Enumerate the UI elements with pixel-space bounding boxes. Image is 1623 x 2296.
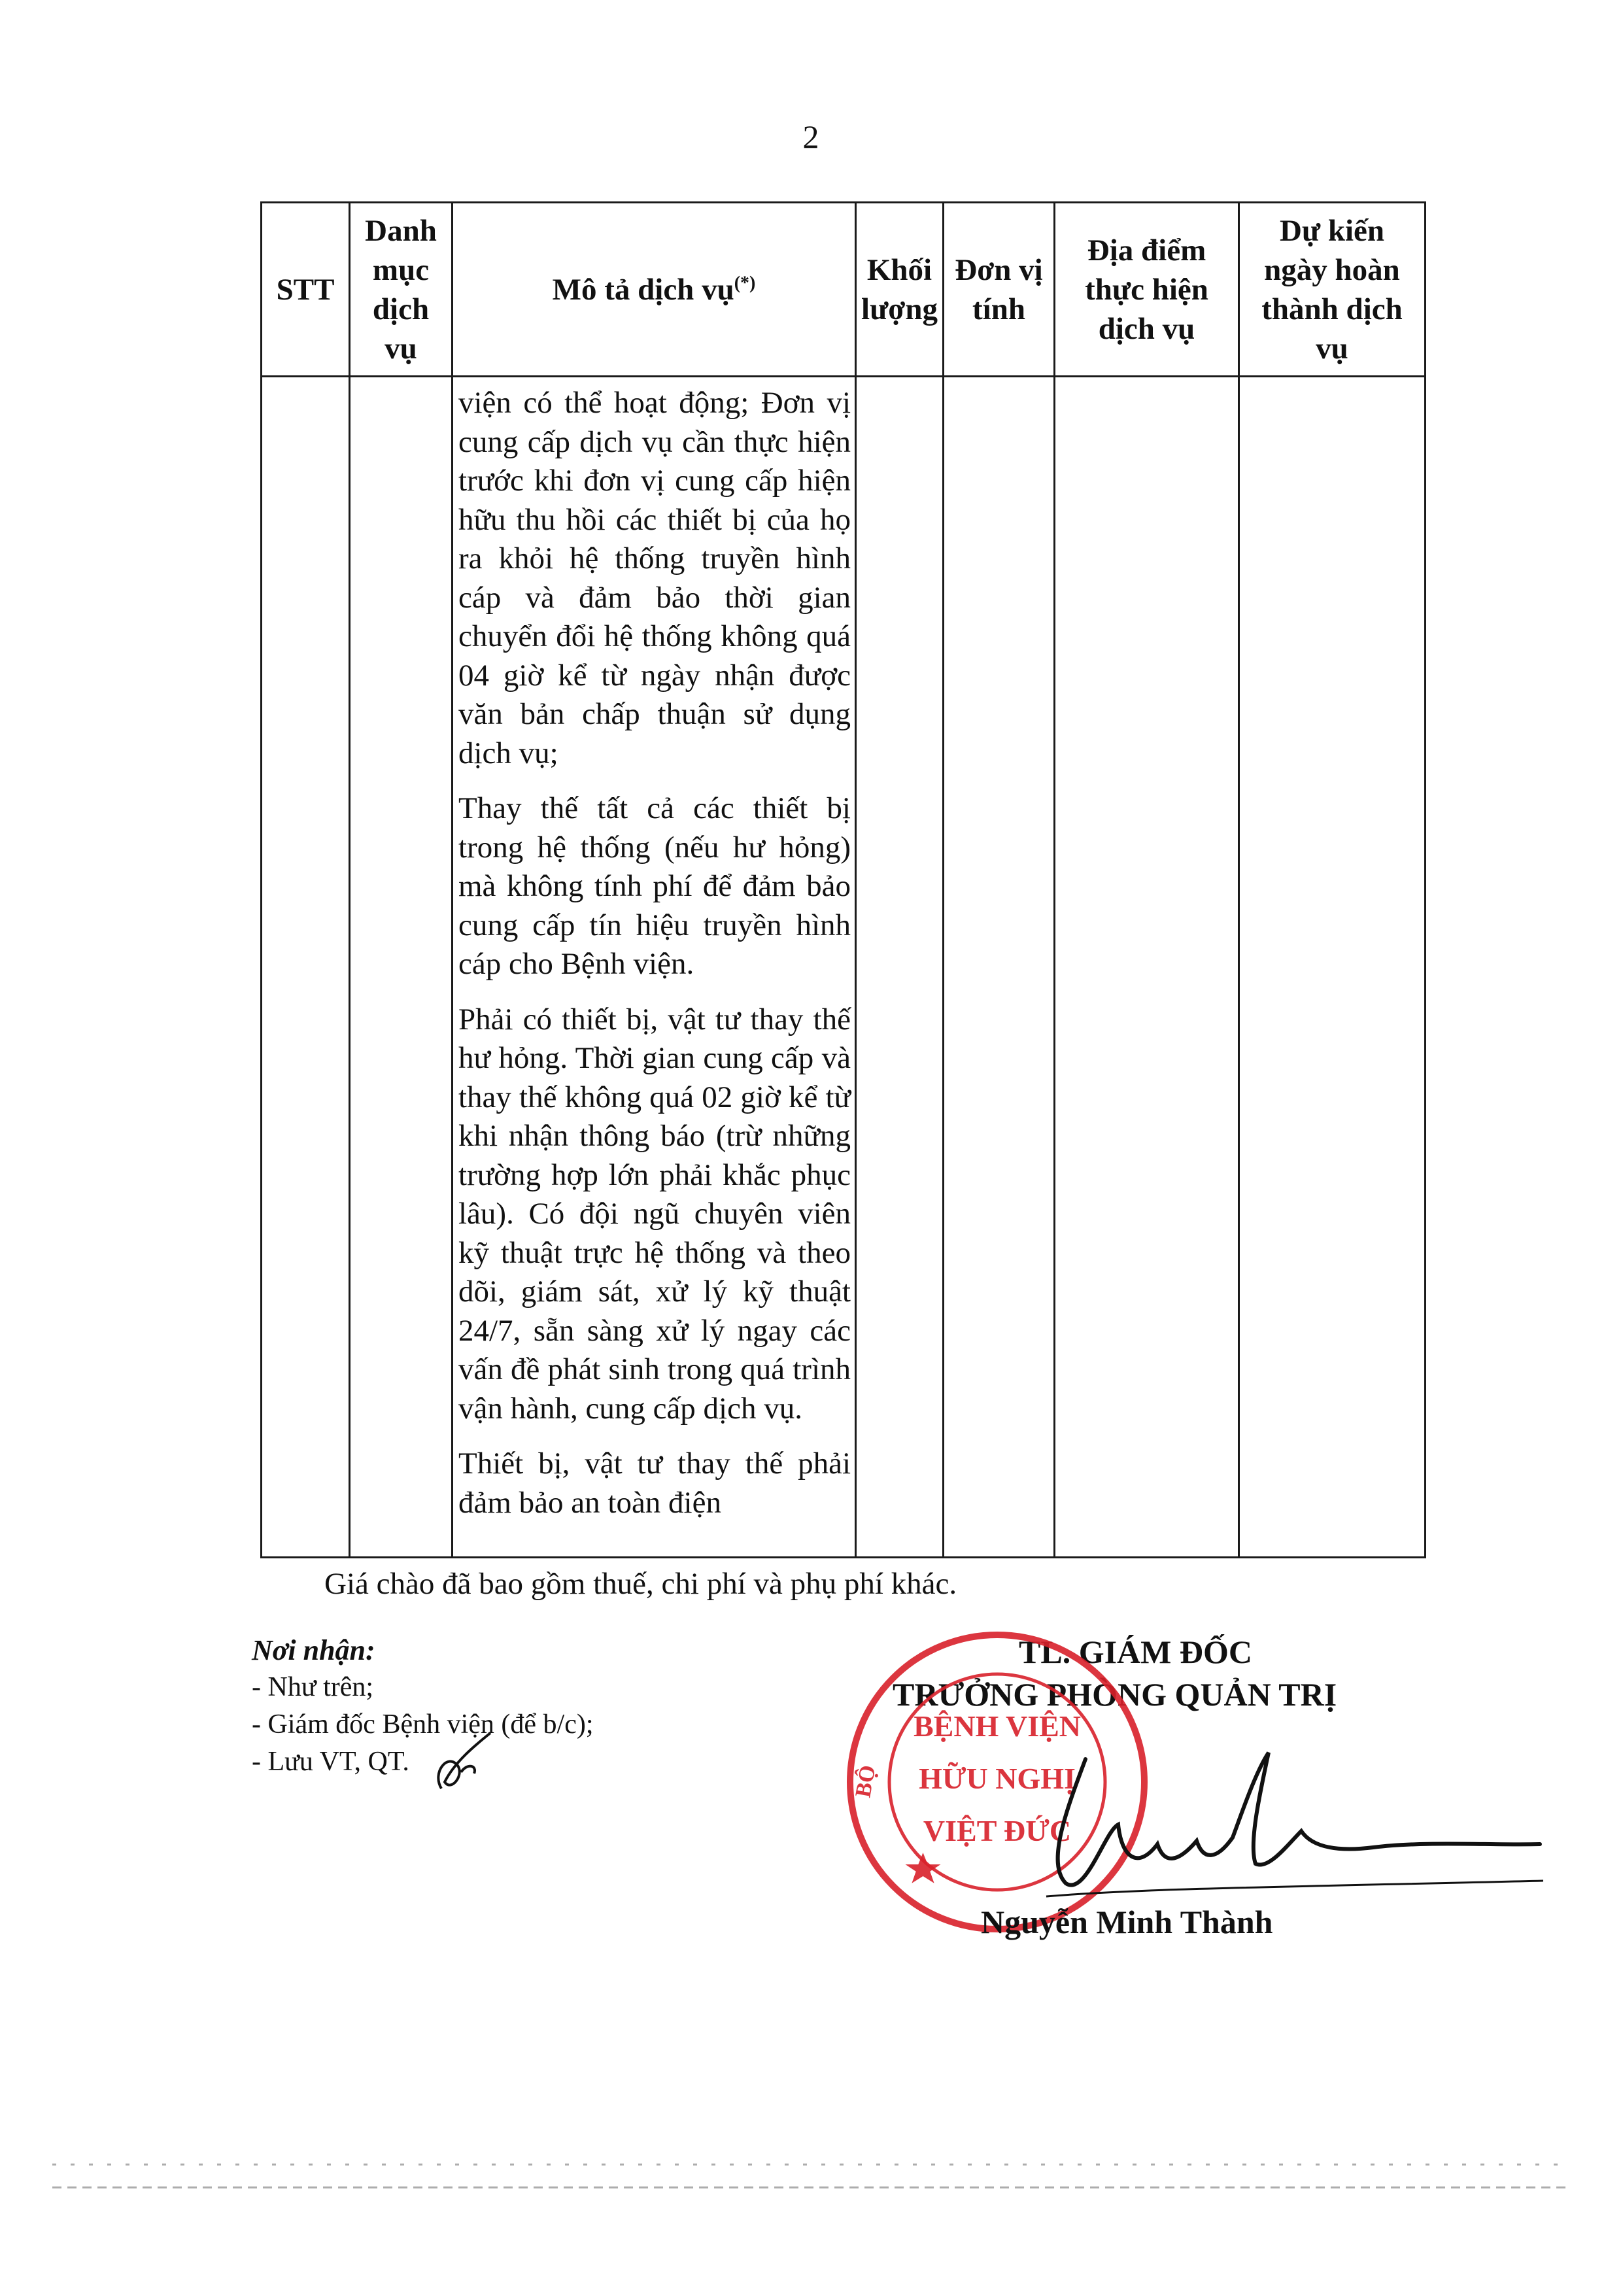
signer-name: Nguyễn Minh Thành xyxy=(981,1904,1273,1940)
header-completion xyxy=(1239,203,1426,377)
price-note: Giá chào đã bao gồm thuế, chi phí và phụ phí khác. xyxy=(324,1567,957,1601)
header-completion-line: Dự kiến xyxy=(1279,213,1385,248)
seal-line: HỮU NGHỊ xyxy=(919,1762,1076,1795)
header-category-line: dịch xyxy=(372,292,430,326)
header-category-line: mục xyxy=(372,252,430,287)
recipient-item: - Như trên; xyxy=(252,1672,374,1702)
header-unit xyxy=(944,203,1055,377)
cell-stt xyxy=(262,377,350,1558)
recipient-item: - Lưu VT, QT. xyxy=(252,1747,409,1777)
recipients-title: Nơi nhận: xyxy=(252,1634,375,1666)
seal-line: VIỆT ĐỨC xyxy=(923,1814,1072,1847)
recipient-item: - Giám đốc Bệnh viện (để b/c); xyxy=(252,1709,594,1739)
service-table xyxy=(260,201,1426,1558)
header-location-line: thực hiện xyxy=(1085,272,1208,307)
cell-location xyxy=(1055,377,1239,1558)
header-location-line: Địa điểm xyxy=(1087,233,1206,267)
header-description-sup: (*) xyxy=(734,272,756,293)
header-description-text: Mô tả dịch vụ xyxy=(552,272,734,307)
seal-line: BỆNH VIỆN xyxy=(913,1709,1082,1743)
header-category xyxy=(350,203,453,377)
header-quantity-line: lượng xyxy=(861,292,938,326)
page-number: 2 xyxy=(802,118,819,155)
header-category-line: Danh xyxy=(365,213,437,248)
cell-category xyxy=(350,377,453,1558)
table-row xyxy=(262,377,1426,1558)
scan-artifact-line xyxy=(52,2151,1569,2204)
initials-mark xyxy=(428,1726,507,1805)
header-completion-line: ngày hoàn xyxy=(1264,252,1400,287)
signer-title-line1: TL. GIÁM ĐỐC xyxy=(1019,1634,1252,1670)
header-location xyxy=(1055,203,1239,377)
header-quantity-line: Khối xyxy=(866,252,932,287)
cell-quantity xyxy=(856,377,944,1558)
header-description xyxy=(453,203,856,377)
header-stt: STT xyxy=(262,203,350,377)
header-unit-line: tính xyxy=(972,292,1025,326)
header-completion-line: vụ xyxy=(1316,331,1348,366)
handwritten-signature xyxy=(1007,1733,1543,1929)
recipients-block xyxy=(252,1632,594,1781)
signer-title-line2: TRƯỞNG PHÒNG QUẢN TRỊ xyxy=(893,1676,1337,1713)
seal-edge-mark: BỘ xyxy=(851,1763,881,1800)
cell-description xyxy=(453,377,856,1558)
description-paragraph: viện có thể hoạt động; Đơn vị cung cấp dịch vụ cần thực hiện trước khi đơn vị cung cấp hiện hữu thu hồi các thiết bị của họ ra khỏi hệ thống truyền hình cáp và đảm bảo thời gian chuyển đổi hệ thống không quá 04 giờ kể từ ngày nhận được văn bản chấp thuận sử dụng dịch vụ; xyxy=(458,386,851,770)
description-paragraph: Phải có thiết bị, vật tư thay thế hư hỏng. Thời gian cung cấp và thay thế không quá 02 giờ kể từ khi nhận thông báo (trừ những trường hợp lớn phải khắc phục lâu). Có đội ngũ chuyên viên kỹ thuật trực hệ thống và theo dõi, giám sát, xử lý kỹ thuật 24/7, sẵn sàng xử lý ngay các vấn đề phát sinh trong quá trình vận hành, cung cấp dịch vụ. xyxy=(458,1002,851,1426)
header-completion-line: thành dịch xyxy=(1261,292,1403,326)
table-header-row xyxy=(262,203,1426,377)
cell-unit xyxy=(944,377,1055,1558)
description-paragraph: Thay thế tất cả các thiết bị trong hệ thống (nếu hư hỏng) mà không tính phí để đảm bảo cung cấp tín hiệu truyền hình cáp cho Bệnh viện. xyxy=(458,791,851,981)
header-unit-line: Đơn vị xyxy=(955,252,1043,287)
header-category-line: vụ xyxy=(384,331,417,366)
header-location-line: dịch vụ xyxy=(1098,311,1195,346)
description-paragraph: Thiết bị, vật tư thay thế phải đảm bảo an toàn điện xyxy=(458,1447,851,1520)
header-quantity xyxy=(856,203,944,377)
cell-completion xyxy=(1239,377,1426,1558)
